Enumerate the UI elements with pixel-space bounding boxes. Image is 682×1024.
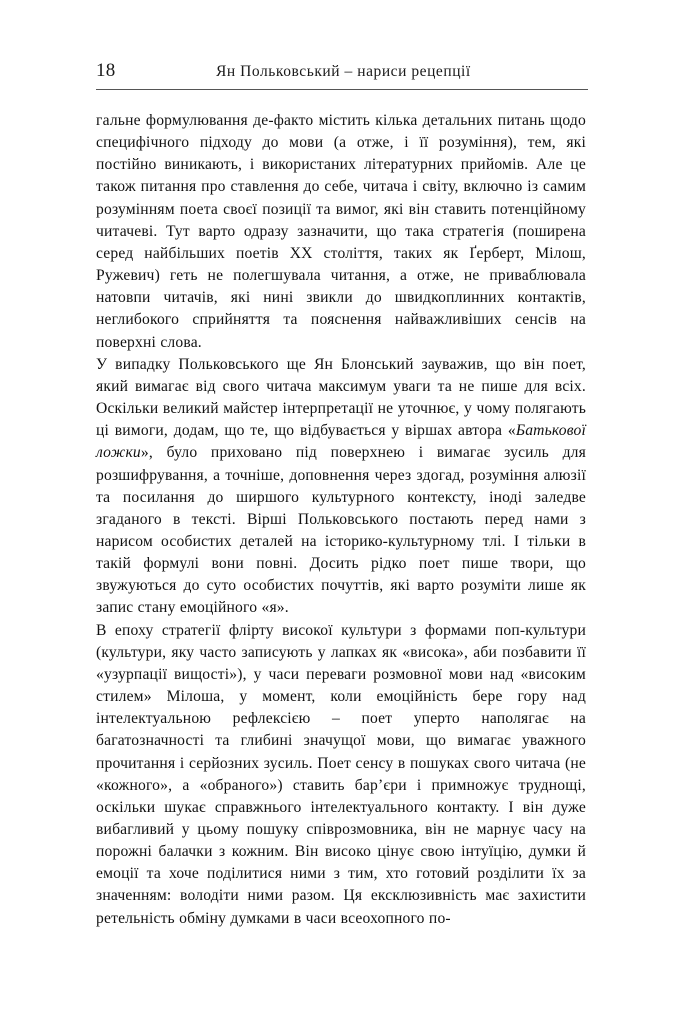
paragraph-blonsky-part2: », було приховано під поверхнею і вимагає зусиль для розшифрування, а точніше, доповнення через здогад, розуміння алюзії та посилання до ширшого культурного контексту, іноді заледве згаданого в тексті. Вірші Польковського постають перед нами з нарисом особистих деталей на історико-культурному тлі. І тільки в такій формулі вони повні. Досить рідко поет пише твори, що звужуються до суто особистих почуттів, які варто розуміти лише як запис стану емоційного «я».: [96, 444, 586, 617]
running-head: [96, 60, 588, 86]
paragraph-blonsky-part1: У випадку Польковського ще Ян Блонський зауважив, що він поет, який вимагає від свого читача максимум уваги та не пише для всіх. Оскільки великий майстер інтерпретації не уточнює, у чому полягають ці вимоги, додам, що те, що відбувається у віршах автора «: [96, 355, 586, 440]
header-divider: [96, 89, 588, 90]
book-title-italic: Батькової ложки: [96, 422, 586, 462]
paragraph-blonsky: [96, 354, 586, 620]
paragraph-epoch: В епоху стратегії флірту високої культури з формами поп-культури (культури, яку часто записують у лапках як «висока», аби позбавити її «узурпації вищості»), у часи переваги розмовної мови над «високим стилем» Мілоша, у момент, коли емоційність бере гору над інтелектуальною рефлексією – поет уперто наполягає на багатозначності та глибині значущої мови, що вимагає уважного прочитання і серйозних зусиль. Поет сенсу в пошуках свого читача (не «кожного», а «обраного») ставить бар’єри і примножує труднощі, оскільки шукає справжнього інтелектуального контакту. І він дуже вибагливий у цьому пошуку співрозмовника, він не марнує часу на порожні балачки з кожним. Він високо цінує свою інтуїцію, думки й емоції та хоче поділитися ними з тим, хто готовий розділити їх за значенням: володіти ними разом. Ця ексклюзивність має захистити ретельність обміну думками в часи всеохопного по-: [96, 621, 586, 927]
page-number: 18: [96, 60, 116, 81]
paragraph-continued: гальне формулювання де-факто містить кілька детальних питань щодо специфічного підходу до мови (а отже, і її розуміння), тем, які постійно виникають, і використаних літературних прийомів. Але це також питання про ставлення до себе, читача і світу, включно із самим розумінням поета своєї позиції та вимог, які він ставить потенційному читачеві. Тут варто одразу зазначити, що така стратегія (поширена серед найбільших поетів ХХ століття, таких як Ґерберт, Мілош, Ружевич) геть не полегшувала читання, а отже, не приваблювала натовпи читачів, які нині звикли до швидкоплинних контактів, неглибокого сприйняття та пояснення найважливіших сенсів на поверхні слова.: [96, 112, 586, 351]
running-head-title: Ян Польковський – нариси рецепції: [216, 63, 471, 80]
body-text-block: [96, 110, 586, 930]
